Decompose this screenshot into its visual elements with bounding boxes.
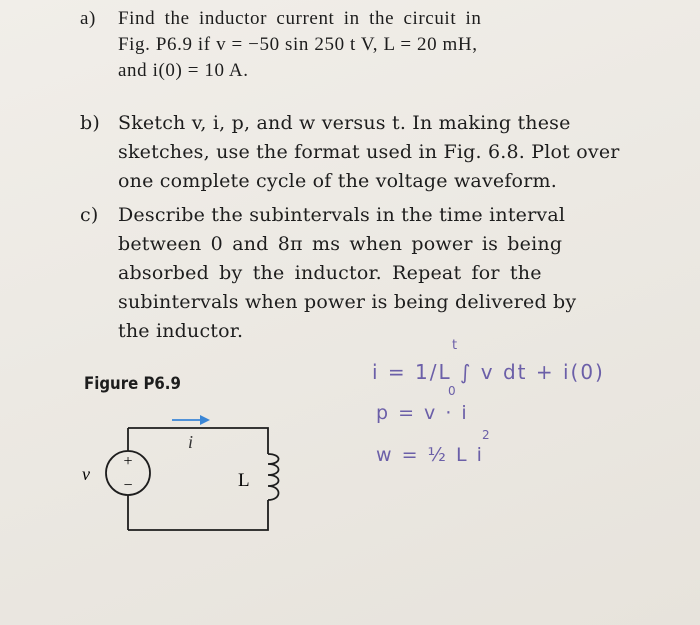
handwritten-integral-upper: t: [452, 338, 460, 353]
part-c-line-1: Describe the subintervals in the time interval: [118, 204, 566, 226]
part-c-line-5: the inductor.: [118, 320, 244, 342]
part-c-line-3: absorbed by the inductor. Repeat for the: [118, 262, 542, 284]
part-c-line-4: subintervals when power is being delivered by: [118, 291, 577, 313]
part-c-label: c): [80, 204, 99, 226]
circuit-diagram: [60, 400, 300, 560]
handwritten-energy-formula: w = ½ L i: [376, 444, 484, 466]
inductor-coil: [268, 454, 279, 500]
part-a-label: a): [80, 8, 96, 29]
source-minus-sign: −: [123, 477, 133, 494]
part-b-line-3: one complete cycle of the voltage waveform.: [118, 170, 557, 192]
top-wire: [128, 428, 268, 454]
part-a-line-3: and i(0) = 10 A.: [118, 60, 249, 81]
part-a-line-2: Fig. P6.9 if v = −50 sin 250 t V, L = 20 mH,: [118, 34, 478, 55]
source-plus-sign: +: [123, 453, 133, 470]
handwritten-energy-exponent: 2: [482, 428, 492, 442]
source-voltage-label: v: [82, 464, 90, 484]
handwritten-power-formula: p = v · i: [376, 402, 469, 424]
part-c-line-2: between 0 and 8π ms when power is being: [118, 233, 563, 255]
figure-caption: Figure P6.9: [84, 374, 181, 394]
part-b-line-1: Sketch v, i, p, and w versus t. In making these: [118, 112, 571, 134]
part-b-line-2: sketches, use the format used in Fig. 6.8. Plot over: [118, 141, 620, 163]
handwritten-current-formula: i = 1/L ∫ v dt + i(0): [372, 360, 605, 384]
part-b-label: b): [80, 112, 100, 134]
current-label: i: [188, 432, 194, 452]
handwritten-integral-lower: 0: [448, 384, 458, 398]
bottom-wire: [128, 500, 268, 530]
part-a-line-1: Find the inductor current in the circuit in: [118, 8, 482, 29]
current-arrow: [172, 415, 210, 425]
inductor-label: L: [238, 470, 250, 491]
